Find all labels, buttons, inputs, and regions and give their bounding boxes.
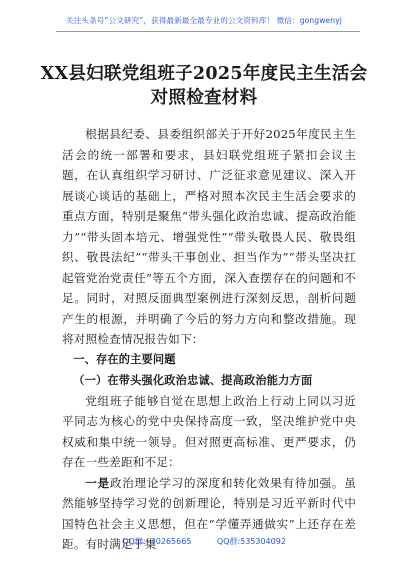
section-heading: 一、存在的主要问题: [73, 352, 176, 366]
document-title: [0, 62, 408, 110]
intro-paragraph: 根据县纪委、县委组织部关于开好2025年度民主生活会的统一部署和要求，县妇联党组班子紧扣会议主题，在认真组织学习研讨、广泛征求意见建议、深入开展谈心谈话的基础上，严格对照本次民主生活会要求的重点方面，特别是聚焦“带头强化政治忠诚、提高政治能力”“带头固本培元、增强党性”“带头敬畏人民、敬畏组织、敬畏法纪”“带头干事创业、担当作为”“带头坚决扛起管党治党责任”等五个方面，深入查摆存在的问题和不足。同时，对照反面典型案例进行深刻反思，剖析问题产生的根源，并明确了今后的努力方向和整改措施。现将对照检查情况报告如下：: [62, 127, 356, 346]
paragraph-text: 政治理论学习的深度和转化效果有待加强。虽然能够坚持学习党的创新理论，特别是习近平新时代中国特色社会主义思想，但在“学懂弄通做实”上还存在差距。有时满足于集: [62, 475, 356, 551]
document-body: [62, 124, 356, 555]
subsection-heading: （一）在带头强化政治忠诚、提高政治能力方面: [73, 373, 313, 387]
header-divider: [56, 31, 360, 32]
paragraph-lead: 一是: [85, 475, 110, 490]
title-line-1: XX县妇联党组班子2025年度民主生活会: [40, 64, 368, 84]
title-line-2: 对照检查材料: [150, 88, 258, 108]
body-paragraph: 党组班子能够自觉在思想上政治上行动上同以习近平同志为核心的党中央保持高度一致，坚决维护党中央权威和集中统一领导。但对照更高标准、更严要求，仍存在一些差距和不足：: [62, 393, 356, 469]
footer-contact: QQ群：30265665 QQ群:535304092: [122, 537, 286, 546]
header-promo-note: 关注头条号“公文研究”，获得最新最全最专业的公文资料库！ 微信：gongwenyj: [66, 16, 342, 25]
